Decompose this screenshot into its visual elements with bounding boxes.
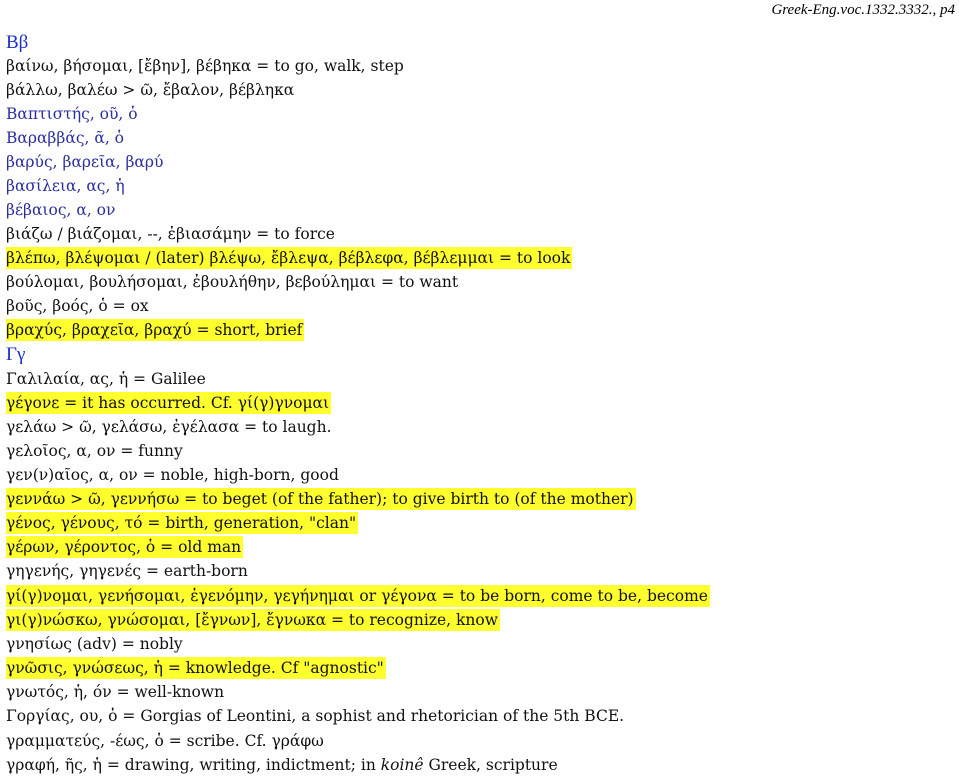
vocab-entry: γελάω > ῶ, γελάσω, ἐγέλασα = to laugh. [6, 418, 332, 436]
section-heading-gamma: Γγ [6, 344, 26, 365]
vocab-entry: βασίλεια, ας, ἡ [6, 177, 125, 195]
vocab-entry: βιάζω / βιάζομαι, --, ἐβιασάμην = to force [6, 225, 335, 243]
vocab-entry-highlighted: γί(γ)νομαι, γενήσομαι, ἐγενόμην, γεγήνημαι or γέγονα = to be born, come to be, become [6, 587, 708, 605]
page-header: Greek-Eng.voc.1332.3332., p4 [771, 2, 955, 18]
vocab-entry: γεν(ν)αῖος, α, ον = noble, high-born, good [6, 466, 339, 484]
section-heading-beta: Ββ [6, 32, 29, 53]
vocab-entry: βάλλω, βαλέω > ῶ, ἔβαλον, βέβληκα [6, 81, 295, 99]
vocab-entry: Γαλιλαία, ας, ἡ = Galilee [6, 370, 206, 388]
vocab-entry-highlighted: γνῶσις, γνώσεως, ἡ = knowledge. Cf "agnostic" [6, 659, 384, 677]
vocab-entry: Γοργίας, ου, ὁ = Gorgias of Leontini, a sophist and rhetorician of the 5th BCE. [6, 707, 625, 725]
vocab-entry: γελοῖος, α, ον = funny [6, 442, 183, 460]
vocab-entry-highlighted: γεννάω > ῶ, γεννήσω = to beget (of the father); to give birth to (of the mother) [6, 490, 634, 508]
vocab-entry: βούλομαι, βουλήσομαι, ἐβουλήθην, βεβούλημαι = to want [6, 273, 459, 291]
vocab-entry-highlighted: βλέπω, βλέψομαι / (later) βλέψω, ἔβλεψα, βέβλεφα, βέβλεμμαι = to look [6, 249, 571, 267]
vocab-entry: βοῦς, βοός, ὁ = ox [6, 297, 149, 315]
vocab-entry: γηγενής, γηγενές = earth-born [6, 562, 248, 580]
vocab-entry-highlighted: γέρων, γέροντος, ὁ = old man [6, 538, 242, 556]
vocab-entry-highlighted: γένος, γένους, τό = birth, generation, "clan" [6, 514, 357, 532]
vocab-entry-last [6, 754, 560, 776]
entry-text: Greek, scripture [423, 756, 558, 774]
vocab-entry: βαρύς, βαρεῖα, βαρύ [6, 153, 164, 171]
entry-text: γραφή, ῆς, ἡ = drawing, writing, indictment; in [6, 756, 381, 774]
vocab-entry: βαίνω, βήσομαι, [ἔβην], βέβηκα = to go, walk, step [6, 57, 404, 75]
vocab-entry: Βαραββάς, ᾶ, ὁ [6, 129, 125, 147]
vocab-entry: Βαπτιστής, οῦ, ὁ [6, 105, 138, 123]
vocab-entry: βέβαιος, α, ον [6, 201, 116, 219]
vocab-entry-highlighted: βραχύς, βραχεῖα, βραχύ = short, brief [6, 321, 303, 339]
vocab-entry: γνωτός, ἡ, όν = well-known [6, 683, 225, 701]
vocab-entry-highlighted: γι(γ)νώσκω, γνώσομαι, [ἔγνων], ἔγνωκα = to recognize, know [6, 611, 498, 629]
vocab-entry: γραμματεύς, -έως, ὁ = scribe. Cf. γράφω [6, 732, 324, 750]
entry-italic-word: koinê [380, 756, 424, 774]
vocab-entry: γνησίως (adv) = nobly [6, 635, 183, 653]
vocab-entry-highlighted: γέγονε = it has occurred. Cf. γί(γ)γνομαι [6, 394, 330, 412]
